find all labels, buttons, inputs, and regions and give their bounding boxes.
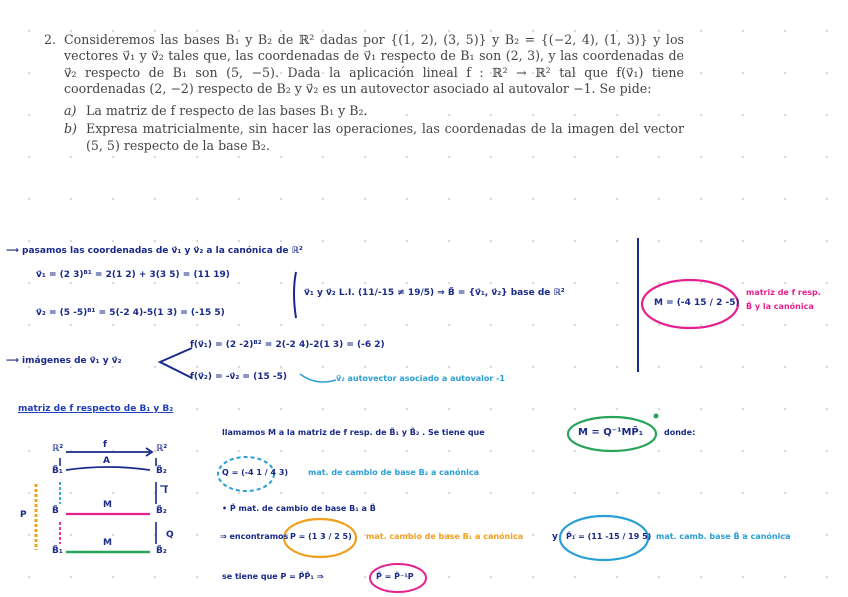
diagram-top-f: f: [103, 440, 107, 450]
note-last: se tiene que P = P̃P̃₁ ⇒: [222, 572, 324, 581]
diagram-row3-right: B̃₂: [156, 506, 167, 516]
part-a-label: a): [64, 103, 77, 119]
diagram-row2-left: B̃₁: [52, 466, 63, 476]
diagram-row4-mid: M: [103, 538, 112, 548]
diagram-top-left: ℝ²: [52, 444, 64, 454]
part-b-text: Expresa matricialmente, sin hacer las operaciones, las coordenadas de la imagen del vector (5, 5) respecto de la base B₂.: [86, 121, 684, 153]
diagram-row4-right: B̃₂: [156, 546, 167, 556]
box-last: P̃ = P̃⁻¹P: [376, 572, 414, 581]
box-q: Q = (-4 1 / 4 3): [222, 468, 289, 477]
diagram-row3-left: B̃: [52, 506, 59, 516]
diagram-row2-right: B̃₂: [156, 466, 167, 476]
note-image-v2: f(v⃗₂) = -v⃗₂ = (15 -5): [190, 372, 287, 382]
matrix-m-note: matriz de f resp. B̃ y la canónica: [746, 288, 821, 311]
note-donde: donde:: [664, 428, 696, 437]
diagram-p: P: [20, 510, 27, 520]
diagram-row3-mid: M: [103, 500, 112, 510]
part-a-text: La matriz de f respecto de las bases B₁ y B₂.: [86, 103, 368, 119]
note-line-1: ⟶ pasamos las coordenadas de v⃗₁ y v⃗₂ a la canónica de ℝ²: [6, 246, 303, 256]
diagram-row4-left: B̃₁: [52, 546, 63, 556]
note-line-3: v⃗₂ = (5 -5)ᴮ¹ = 5(-2 4)-5(1 3) = (-15 5): [36, 308, 225, 318]
note-ptilde: • P̃ mat. de cambio de base B₁ a B̃: [222, 504, 376, 513]
section-heading-matrix: matriz de f respecto de B₁ y B₂: [18, 404, 174, 414]
box-m-formula: M = Q⁻¹MP̃₁: [578, 427, 644, 438]
note-y: y: [552, 532, 558, 542]
note-encontramos: ⇒ encontramos: [220, 532, 289, 541]
diagram-i: I: [164, 486, 168, 496]
note-line-4: v⃗₁ y v⃗₂ L.I. (11/-15 ≠ 19/5) ⇒ B̃ = {v⃗₁, v⃗₂} base de ℝ²: [304, 288, 565, 298]
diagram-q: Q: [166, 530, 174, 540]
note-image-v1: f(v⃗₁) = (2 -2)ᴮ² = 2(-2 4)-2(1 3) = (-6 2): [190, 340, 385, 350]
problem-body: Consideremos las bases B₁ y B₂ de ℝ² dadas por {(1, 2), (3, 5)} y B₂ = {(−2, 4), (1, 3)} y los vectores v⃗₁ y v⃗₂ tales que, las coordenadas de v⃗₁ respecto de B₁ son (2, 3), y las coordenadas de v⃗₂ respecto de B₁ son (5, −5). Dada la aplicación lineal f : ℝ² → ℝ² tal que f(v⃗₁) tiene coordenadas (2, −2) respecto de B₂ y v⃗₂ es un autovector asociado al autovalor −1. Se pide:: [64, 32, 684, 96]
note-images-heading: ⟶ imágenes de v⃗₁ y v⃗₂: [6, 356, 122, 366]
note-line-2: v⃗₁ = (2 3)ᴮ¹ = 2(1 2) + 3(3 5) = (11 19): [36, 270, 230, 280]
problem-number: 2.: [44, 32, 57, 47]
part-b-label: b): [64, 121, 77, 137]
diagram-row2-mid: A: [103, 456, 110, 466]
note-llamamos: llamamos M a la matriz de f resp. de B̃₁ y B̃₂ . Se tiene que: [222, 428, 485, 437]
matrix-m: M = (-4 15 / 2 -5): [654, 298, 740, 308]
box-p: P = (1 3 / 2 5): [290, 532, 352, 541]
note-q: mat. de cambio de base B₂ a canónica: [308, 468, 480, 477]
note-p: mat. cambio de base B₁ a canónica: [366, 532, 524, 541]
diagram-top-right: ℝ²: [156, 444, 168, 454]
box-p1: P̃₁ = (11 -15 / 19 5): [566, 532, 652, 541]
note-p1: mat. camb. base B̃ a canónica: [656, 532, 791, 541]
note-eigenvector: v⃗₂ autovector asociado a autovalor -1: [336, 374, 505, 383]
